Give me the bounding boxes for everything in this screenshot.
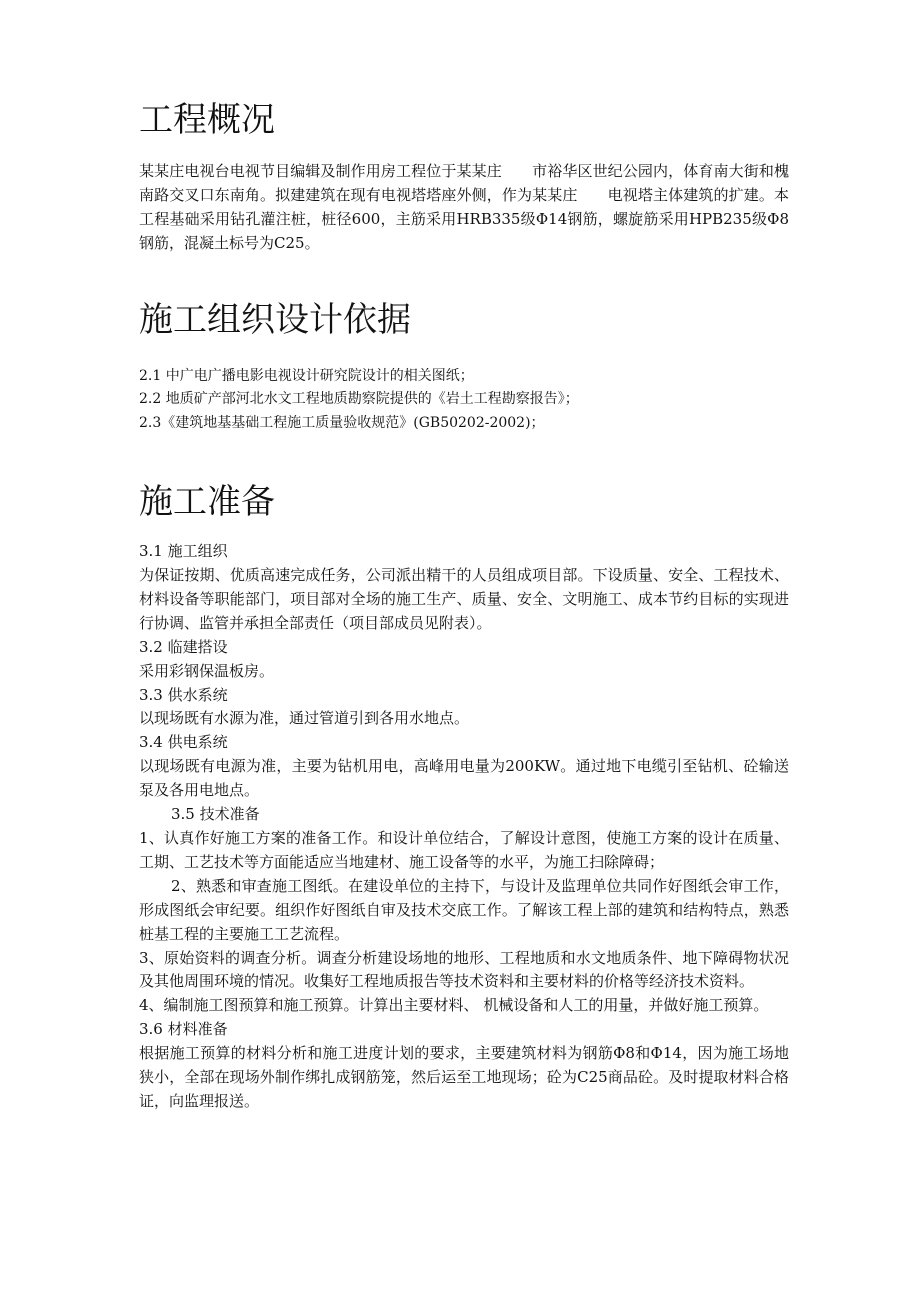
technical-item: 1、认真作好施工方案的准备工作。和设计单位结合，了解设计意图，使施工方案的设计在质量、工期、工艺技术等方面能适应当地建材、施工设备等的水平，为施工扫除障碍；: [139, 829, 789, 871]
overview-paragraph: 某某庄电视台电视节目编辑及制作用房工程位于某某庄 市裕华区世纪公园内，体育南大街和槐南路交叉口东南角。拟建建筑在现有电视塔塔座外侧，作为某某庄 电视塔主体建筑的扩建。本工程基础采用钻孔灌注桩，桩径600，主筋采用HRB335级Φ14钢筋，螺旋筋采用HPB235级Φ8钢筋，混凝土标号为C25。: [139, 162, 789, 252]
section-title-design-basis: 施工组织设计依据: [139, 299, 411, 340]
materials-text: 根据施工预算的材料分析和施工进度计划的要求，主要建筑材料为钢筋Φ8和Φ14，因为施工场地狭小，全部在现场外制作绑扎成钢筋笼，然后运至工地现场；砼为C25商品砼。及时提取材料合格证，向监理报送。: [139, 1044, 789, 1110]
document-content: [139, 92, 789, 1114]
subsection-title-water-supply: 3.3 供水系统: [139, 685, 228, 704]
design-basis-list: [139, 365, 789, 436]
power-supply-text: 以现场既有电源为准，主要为钻机用电，高峰用电量为200KW。通过地下电缆引至钻机、砼输送泵及各用电地点。: [139, 757, 789, 800]
design-basis-item: 2.2 地质矿产部河北水文工程地质勘察院提供的《岩土工程勘察报告》；: [139, 391, 579, 408]
subsection-title-materials: 3.6 材料准备: [139, 1020, 228, 1039]
technical-item: 3、原始资料的调查分析。调查分析建设场地的地形、工程地质和水文地质条件、地下障碍物状况及其他周围环境的情况。收集好工程地质报告等技术资料和主要材料的价格等经济技术资料。: [139, 948, 789, 991]
section-title-overview: 工程概况: [139, 100, 275, 140]
subsection-title-organization: 3.1 施工组织: [139, 542, 228, 561]
water-supply-text: 以现场既有水源为准，通过管道引到各用水地点。: [139, 709, 470, 728]
subsection-title-technical-preparation: 3.5 技术准备: [171, 805, 260, 824]
organization-text: 为保证按期、优质高速完成任务，公司派出精干的人员组成项目部。下设质量、安全、工程技术、材料设备等职能部门，项目部对全场的施工生产、质量、安全、文明施工、成本节约目标的实现进行协调、监管并承担全部责任（项目部成员见附表）。: [139, 566, 789, 632]
subsection-title-power-supply: 3.4 供电系统: [139, 733, 228, 752]
section-title-preparation: 施工准备: [139, 482, 275, 523]
technical-item: 4、编制施工图预算和施工预算。计算出主要材料、 机械设备和人工的用量，并做好施工预算。: [139, 996, 769, 1015]
subsection-title-temporary-buildings: 3.2 临建搭设: [139, 637, 228, 656]
temporary-buildings-text: 采用彩钢保温板房。: [139, 661, 275, 680]
design-basis-item: 2.3《建筑地基基础工程施工质量验收规范》(GB50202-2002)；: [139, 414, 545, 431]
design-basis-item: 2.1 中广电广播电影电视设计研究院设计的相关图纸；: [139, 367, 474, 384]
technical-item: 2、熟悉和审查施工图纸。在建设单位的主持下，与设计及监理单位共同作好图纸会审工作，形成图纸会审纪要。组织作好图纸自审及技术交底工作。了解该工程上部的建筑和结构特点，熟悉桩基工程的主要施工工艺流程。: [139, 876, 789, 943]
